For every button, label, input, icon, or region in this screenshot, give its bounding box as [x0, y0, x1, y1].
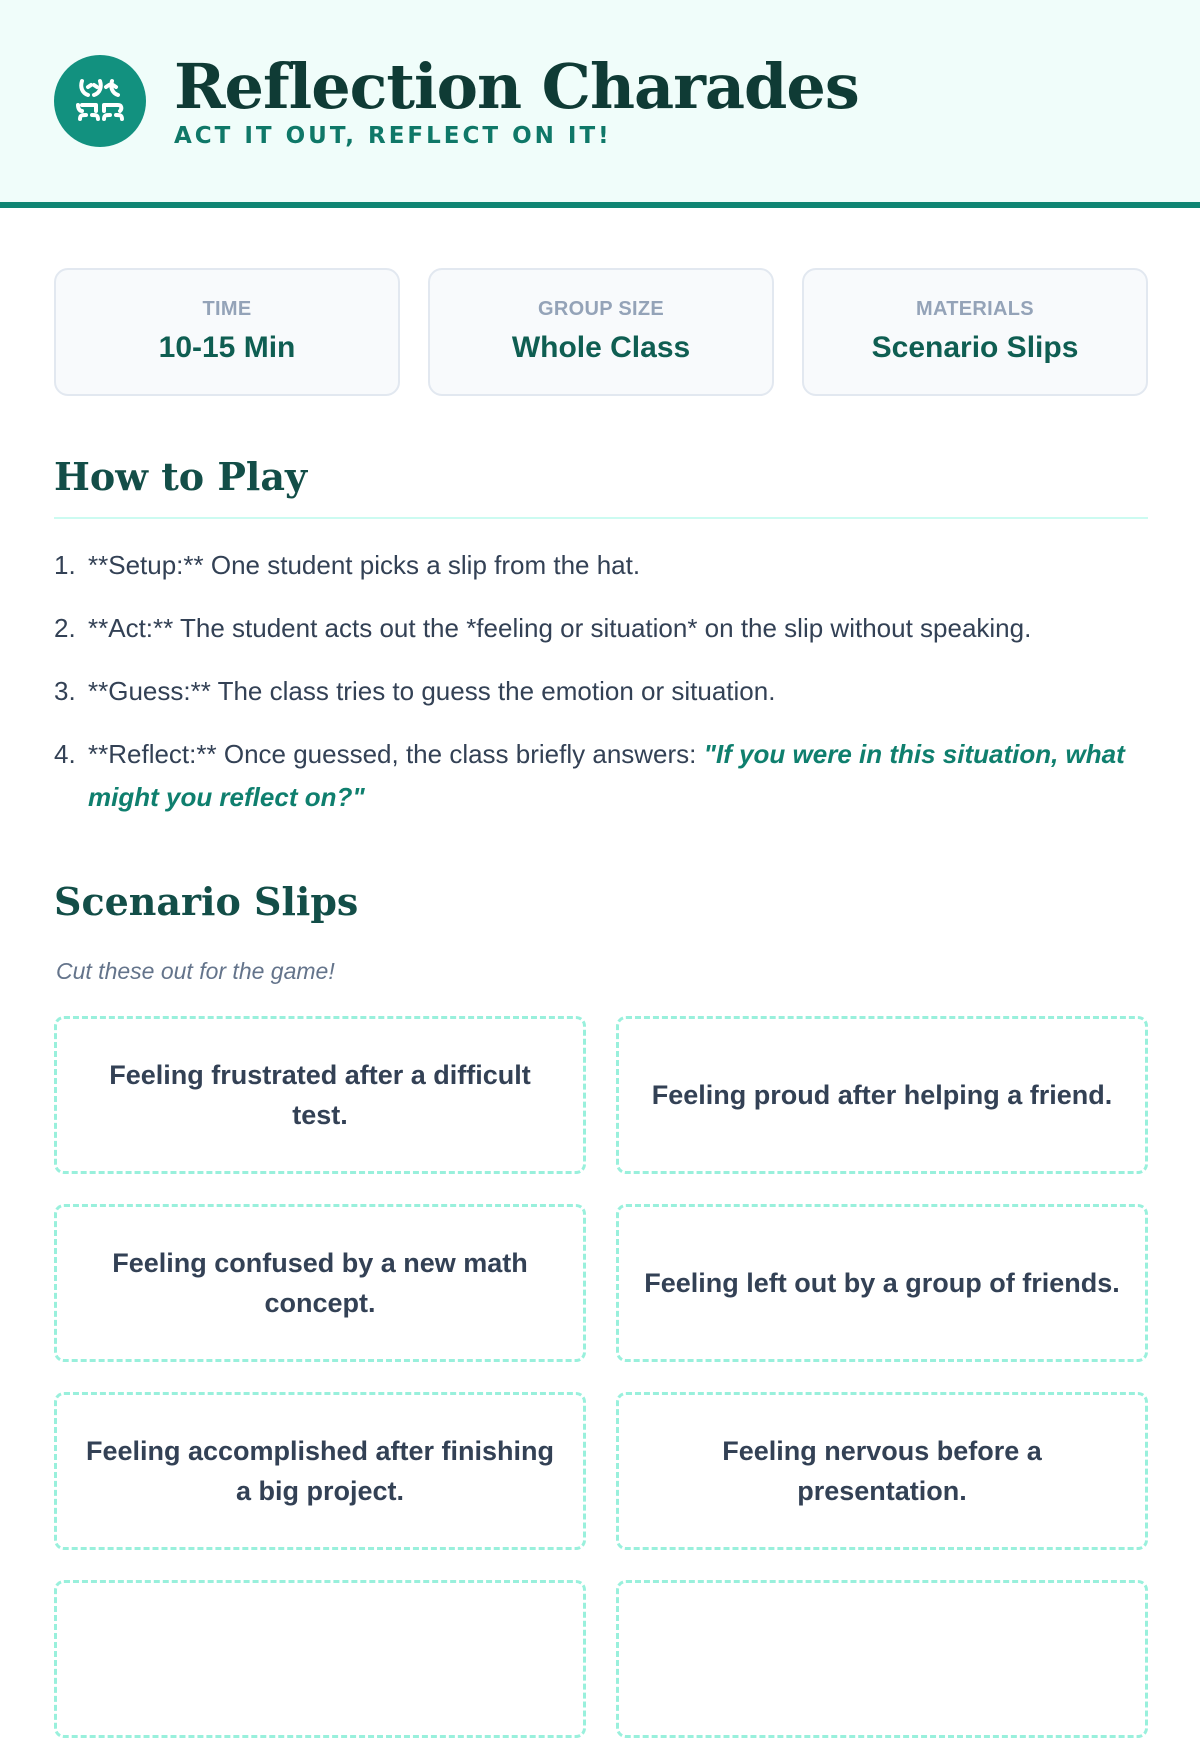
scenario-slip: Feeling confused by a new math concept. — [54, 1204, 586, 1362]
slips-note: Cut these out for the game! — [56, 958, 335, 984]
info-label: TIME — [202, 298, 252, 320]
reflection-question: "If you were in this situation, what might you reflect on?" — [88, 739, 1125, 812]
info-value: Whole Class — [511, 331, 691, 364]
scenario-slip: Feeling nervous before a presentation. — [616, 1392, 1148, 1550]
scenario-slip: Feeling proud after helping a friend. — [616, 1016, 1148, 1174]
list-item — [54, 544, 1148, 587]
theater-masks-icon — [54, 55, 146, 147]
scenario-slip: Feeling frustrated after a difficult test. — [54, 1016, 586, 1174]
scenario-slip: Feeling left out by a group of friends. — [616, 1204, 1148, 1362]
step-number: 1. — [54, 550, 76, 580]
step-text: **Guess:** The class tries to guess the emotion or situation. — [88, 676, 776, 706]
scenario-slip: Feeling accomplished after finishing a big project. — [54, 1392, 586, 1550]
info-label: MATERIALS — [916, 298, 1034, 320]
info-card-materials — [802, 268, 1148, 396]
info-card-time — [54, 268, 400, 396]
scenario-slip-partial — [54, 1580, 586, 1738]
info-cards — [54, 268, 1148, 396]
info-label: GROUP SIZE — [538, 298, 664, 320]
step-text-wrap — [88, 733, 1148, 819]
list-item — [54, 733, 1148, 819]
page-subtitle: ACT IT OUT, REFLECT ON IT! — [174, 123, 612, 149]
slip-grid — [54, 1016, 1148, 1738]
step-number: 4. — [54, 739, 76, 769]
list-item — [54, 670, 1148, 713]
section-divider — [54, 517, 1148, 519]
info-value: Scenario Slips — [871, 331, 1079, 364]
step-number: 3. — [54, 676, 76, 706]
scenario-slip-partial — [616, 1580, 1148, 1738]
info-card-group-size — [428, 268, 774, 396]
scenario-slips-heading: Scenario Slips — [54, 879, 359, 924]
page-title: Reflection Charades — [174, 50, 859, 123]
step-number: 2. — [54, 613, 76, 643]
how-to-play-heading: How to Play — [54, 454, 308, 499]
step-text: **Reflect:** Once guessed, the class briefly answers: — [88, 739, 697, 769]
step-text: **Setup:** One student picks a slip from the hat. — [88, 550, 641, 580]
title-block — [174, 50, 859, 149]
list-item — [54, 607, 1148, 650]
page-header — [0, 0, 1200, 208]
info-value: 10-15 Min — [158, 331, 296, 364]
steps-list — [54, 544, 1148, 839]
step-text: **Act:** The student acts out the *feeling or situation* on the slip without speaking. — [88, 613, 1032, 643]
